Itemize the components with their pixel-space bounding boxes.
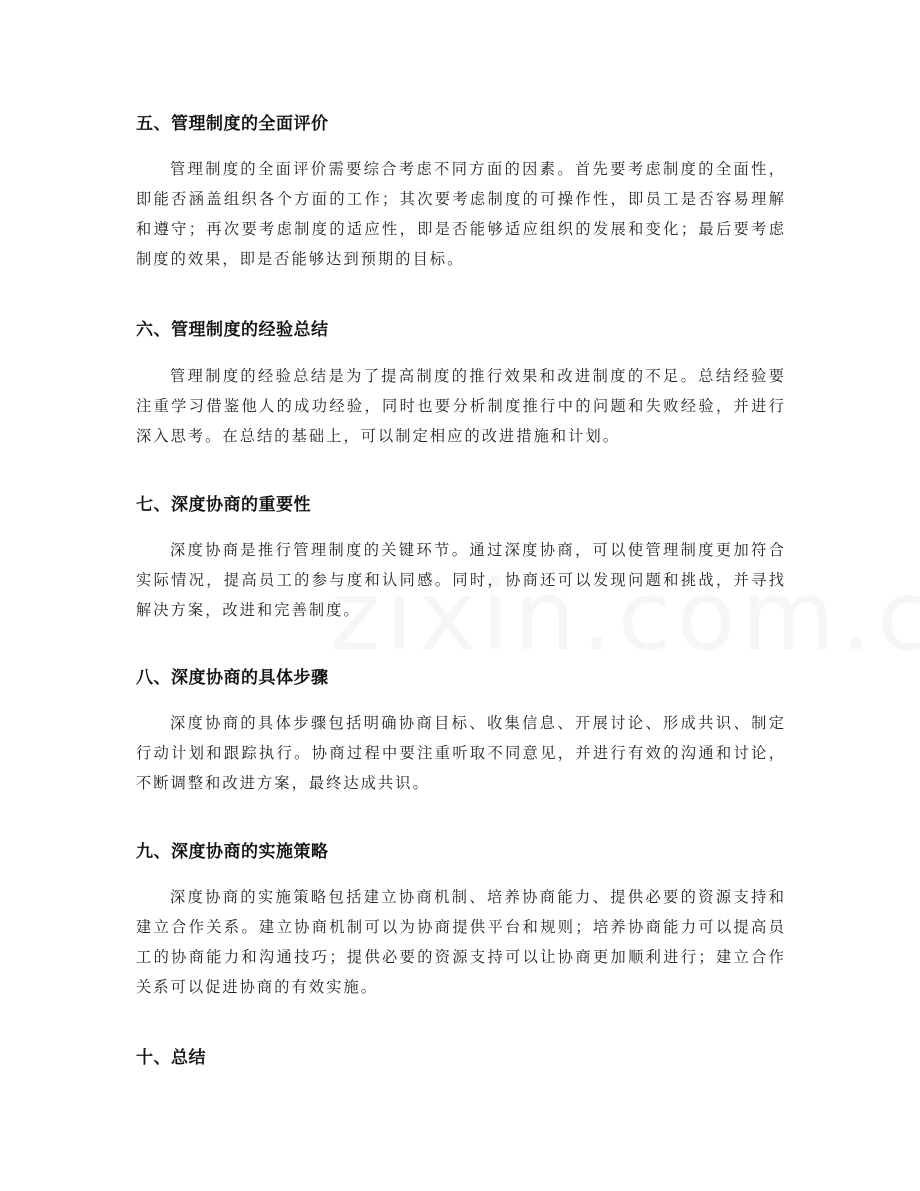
section-paragraph: 管理制度的全面评价需要综合考虑不同方面的因素。首先要考虑制度的全面性，即能否涵盖组织各个方面的工作；其次要考虑制度的可操作性，即员工是否容易理解和遵守；再次要考虑制度的适应性，即是否能够适应组织的发展和变化；最后要考虑制度的效果，即是否能够达到预期的目标。 [136, 160, 786, 268]
section-heading: 五、管理制度的全面评价 [136, 114, 329, 134]
section-heading: 六、管理制度的经验总结 [136, 320, 329, 340]
section-8 [136, 667, 786, 792]
section-6 [136, 319, 786, 445]
section-heading: 九、深度协商的实施策略 [136, 842, 329, 862]
section-7 [136, 494, 786, 619]
section-9 [136, 841, 786, 996]
section-paragraph: 深度协商是推行管理制度的关键环节。通过深度协商，可以使管理制度更加符合实际情况，提高员工的参与度和认同感。同时，协商还可以发现问题和挑战，并寻找解决方案，改进和完善制度。 [136, 541, 786, 619]
section-10 [136, 1047, 786, 1069]
section-paragraph: 深度协商的具体步骤包括明确协商目标、收集信息、开展讨论、形成共识、制定行动计划和跟踪执行。协商过程中要注重听取不同意见，并进行有效的沟通和讨论，不断调整和改进方案，最终达成共识。 [136, 714, 786, 792]
section-heading: 十、总结 [136, 1048, 206, 1068]
section-paragraph: 深度协商的实施策略包括建立协商机制、培养协商能力、提供必要的资源支持和建立合作关系。建立协商机制可以为协商提供平台和规则；培养协商能力可以提高员工的协商能力和沟通技巧；提供必要的资源支持可以让协商更加顺利进行；建立合作关系可以促进协商的有效实施。 [136, 888, 786, 996]
section-heading: 八、深度协商的具体步骤 [136, 668, 329, 688]
section-heading: 七、深度协商的重要性 [136, 495, 311, 515]
section-paragraph: 管理制度的经验总结是为了提高制度的推行效果和改进制度的不足。总结经验要注重学习借鉴他人的成功经验，同时也要分析制度推行中的问题和失败经验，并进行深入思考。在总结的基础上，可以制定相应的改进措施和计划。 [136, 367, 786, 445]
section-5 [136, 113, 786, 268]
